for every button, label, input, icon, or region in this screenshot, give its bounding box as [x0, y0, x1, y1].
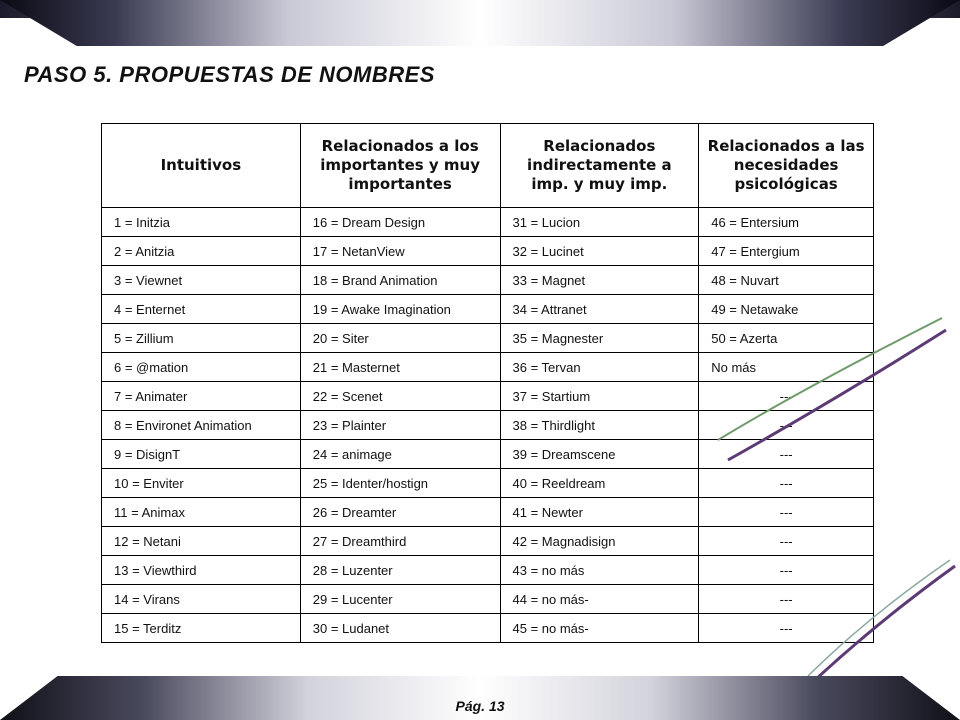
header-relacionados-importantes: Relacionados a los importantes y muy importantes [300, 124, 500, 208]
table-cell: 23 = Plainter [300, 411, 500, 440]
table-cell: 43 = no más [500, 556, 699, 585]
table-cell: 38 = Thirdlight [500, 411, 699, 440]
table-cell: 47 = Entergium [699, 237, 874, 266]
table-cell: 41 = Newter [500, 498, 699, 527]
header-band [0, 0, 960, 46]
table-cell: 16 = Dream Design [300, 208, 500, 237]
header-relacionados-indirectamente: Relacionados indirectamente a imp. y muy imp. [500, 124, 699, 208]
table-cell: 18 = Brand Animation [300, 266, 500, 295]
table-cell: 20 = Siter [300, 324, 500, 353]
table-cell: 34 = Attranet [500, 295, 699, 324]
table-cell: 27 = Dreamthird [300, 527, 500, 556]
table-cell: --- [699, 527, 874, 556]
table-row [102, 208, 874, 237]
table-cell: 10 = Enviter [102, 469, 301, 498]
page-number: Pág. 13 [455, 698, 505, 714]
table-cell: --- [699, 382, 874, 411]
table-cell: 9 = DisignT [102, 440, 301, 469]
table-row [102, 498, 874, 527]
table-cell: No más [699, 353, 874, 382]
table-cell: 49 = Netawake [699, 295, 874, 324]
table-row [102, 411, 874, 440]
table-cell: 46 = Entersium [699, 208, 874, 237]
table-cell: 6 = @mation [102, 353, 301, 382]
table-cell: 2 = Anitzia [102, 237, 301, 266]
table-cell: --- [699, 556, 874, 585]
table-cell: 25 = Identer/hostign [300, 469, 500, 498]
table-cell: 14 = Virans [102, 585, 301, 614]
table-cell: 31 = Lucion [500, 208, 699, 237]
table-cell: 42 = Magnadisign [500, 527, 699, 556]
table-row [102, 527, 874, 556]
table-cell: 15 = Terditz [102, 614, 301, 643]
table-cell: 40 = Reeldream [500, 469, 699, 498]
header-necesidades-psicologicas: Relacionados a las necesidades psicológicas [699, 124, 874, 208]
table-cell: 48 = Nuvart [699, 266, 874, 295]
header-intuitivos: Intuitivos [102, 124, 301, 208]
table-row [102, 440, 874, 469]
header-row [102, 124, 874, 208]
table-row [102, 469, 874, 498]
table-cell: 21 = Masternet [300, 353, 500, 382]
table-cell: 28 = Luzenter [300, 556, 500, 585]
table-cell: 30 = Ludanet [300, 614, 500, 643]
table-cell: 13 = Viewthird [102, 556, 301, 585]
table-cell: 5 = Zillium [102, 324, 301, 353]
table-cell: 37 = Startium [500, 382, 699, 411]
table-cell: 32 = Lucinet [500, 237, 699, 266]
table-row [102, 324, 874, 353]
table-row [102, 614, 874, 643]
table-cell: 7 = Animater [102, 382, 301, 411]
table-cell: 22 = Scenet [300, 382, 500, 411]
table-cell: --- [699, 469, 874, 498]
table-cell: 17 = NetanView [300, 237, 500, 266]
table-row [102, 382, 874, 411]
table-cell: 24 = animage [300, 440, 500, 469]
names-table [101, 123, 874, 643]
table-cell: 12 = Netani [102, 527, 301, 556]
table-cell: 3 = Viewnet [102, 266, 301, 295]
page-title: PASO 5. PROPUESTAS DE NOMBRES [24, 62, 435, 87]
table-row [102, 353, 874, 382]
table-cell: 44 = no más- [500, 585, 699, 614]
table-cell: 29 = Lucenter [300, 585, 500, 614]
table-cell: 35 = Magnester [500, 324, 699, 353]
table-cell: 33 = Magnet [500, 266, 699, 295]
table-row [102, 556, 874, 585]
table-cell: --- [699, 440, 874, 469]
table-cell: --- [699, 498, 874, 527]
table-cell: --- [699, 411, 874, 440]
table-cell: 8 = Environet Animation [102, 411, 301, 440]
table-cell: 26 = Dreamter [300, 498, 500, 527]
table-cell: 4 = Enternet [102, 295, 301, 324]
table-row [102, 295, 874, 324]
table-cell: 11 = Animax [102, 498, 301, 527]
table-cell: --- [699, 585, 874, 614]
table-cell: 19 = Awake Imagination [300, 295, 500, 324]
table-body [102, 208, 874, 643]
table-row [102, 585, 874, 614]
table-cell: 50 = Azerta [699, 324, 874, 353]
table-row [102, 237, 874, 266]
table-cell: --- [699, 614, 874, 643]
table-cell: 1 = Initzia [102, 208, 301, 237]
table-cell: 39 = Dreamscene [500, 440, 699, 469]
table-cell: 45 = no más- [500, 614, 699, 643]
table-row [102, 266, 874, 295]
table-cell: 36 = Tervan [500, 353, 699, 382]
